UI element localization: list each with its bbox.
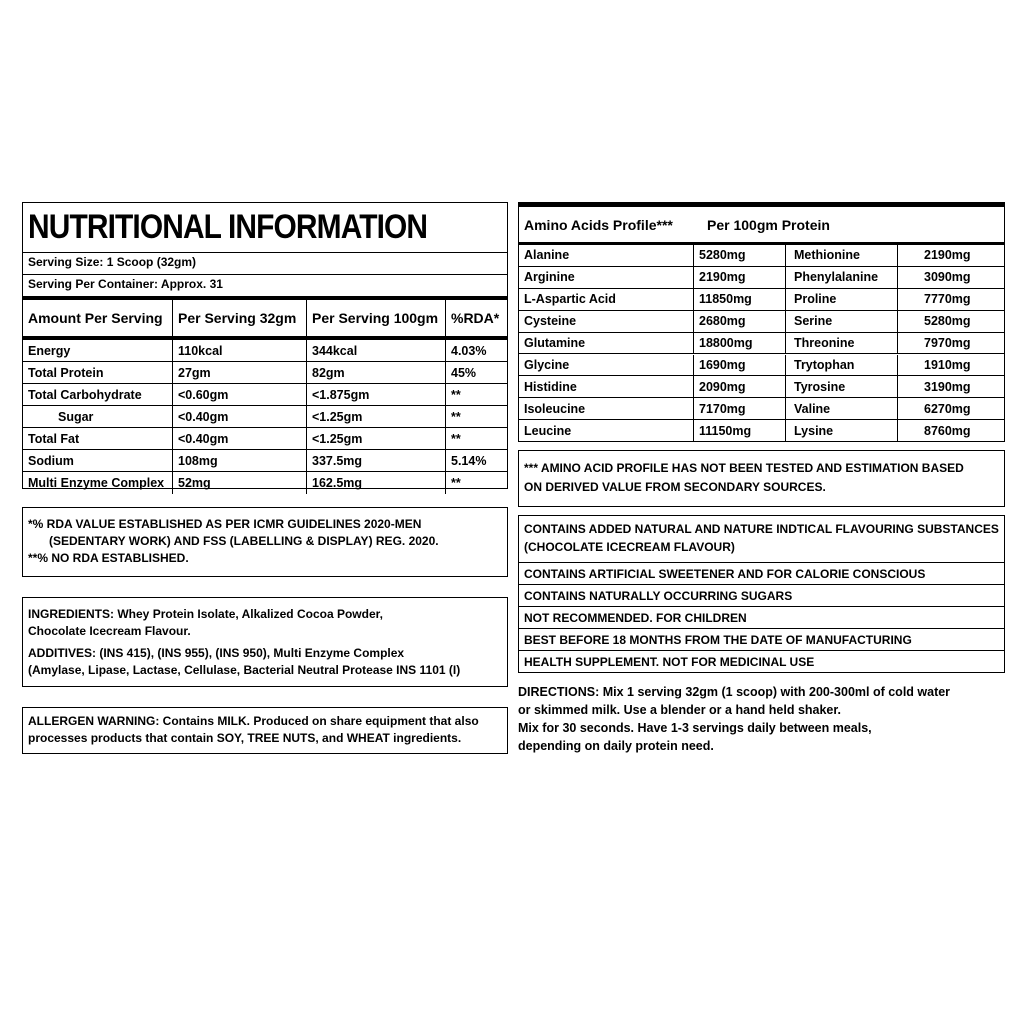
amino-value: 2680mg [693, 311, 785, 332]
amino-name: Isoleucine [524, 401, 586, 416]
ingredients-line1 [28, 606, 383, 623]
amino-name: Proline [785, 289, 897, 310]
claims-box [518, 515, 1005, 673]
amino-note-line2: ON DERIVED VALUE FROM SECONDARY SOURCES. [524, 480, 826, 494]
amino-row [519, 245, 1004, 267]
amino-value: 6270mg [897, 398, 1004, 419]
value-100gm: 337.5mg [306, 450, 445, 471]
amino-value: 2190mg [897, 245, 1004, 266]
nutrient-name: Total Fat [28, 431, 80, 446]
amino-value: 3090mg [897, 267, 1004, 288]
value-rda: 5.14% [445, 450, 507, 471]
value-100gm: <1.875gm [306, 384, 445, 405]
amino-value: 8760mg [897, 420, 1004, 442]
amino-value: 5280mg [897, 311, 1004, 332]
nutrition-row [23, 428, 507, 450]
amino-row [519, 398, 1004, 420]
amino-value: 2090mg [693, 376, 785, 397]
amino-row [519, 355, 1004, 377]
nutrient-name: Sodium [28, 453, 74, 468]
nutrient-name: Energy [28, 343, 71, 358]
allergen-text: Contains MILK. Produced on share equipment that also [159, 714, 479, 728]
header-32gm: Per Serving 32gm [172, 300, 306, 336]
nutrient-name: Sugar [58, 409, 94, 424]
nutrition-row [23, 406, 507, 428]
value-rda: ** [445, 384, 507, 405]
claim-text: CONTAINS ARTIFICIAL SWEETENER AND FOR CALORIE CONSCIOUS [524, 566, 926, 581]
ingredients-text: Whey Protein Isolate, Alkalized Cocoa Powder, [114, 607, 383, 621]
additives-text: (INS 415), (INS 955), (INS 950), Multi Enzyme Complex [96, 646, 405, 660]
amino-value: 18800mg [693, 333, 785, 354]
claim-row [519, 650, 1004, 672]
amino-name: Lysine [785, 420, 897, 442]
amino-value: 3190mg [897, 376, 1004, 397]
rda-note [22, 507, 508, 577]
amino-value: 11850mg [693, 289, 785, 310]
value-32gm: <0.60gm [172, 384, 306, 405]
amino-note-line1: *** AMINO ACID PROFILE HAS NOT BEEN TESTED AND ESTIMATION BASED [524, 461, 964, 475]
directions-line2: or skimmed milk. Use a blender or a hand held shaker. [518, 703, 842, 717]
header-100gm: Per Serving 100gm [306, 300, 445, 336]
additives-line2: (Amylase, Lipase, Lactase, Cellulase, Bacterial Neutral Protease INS 1101 (I) [28, 663, 461, 677]
allergen-line1 [28, 713, 479, 730]
value-rda: ** [445, 428, 507, 449]
directions-line4: depending on daily protein need. [518, 739, 714, 753]
allergen-box [22, 707, 508, 754]
amino-name: Glycine [524, 357, 570, 372]
amino-name: Cysteine [524, 314, 577, 329]
additives-label: ADDITIVES: [28, 646, 97, 660]
nutrition-table [22, 202, 508, 489]
nutrition-row [23, 362, 507, 384]
amino-table [518, 202, 1005, 442]
value-32gm: 52mg [172, 472, 306, 494]
value-32gm: <0.40gm [172, 406, 306, 427]
value-32gm: 108mg [172, 450, 306, 471]
claim-text: BEST BEFORE 18 MONTHS FROM THE DATE OF MANUFACTURING [524, 632, 912, 647]
amino-note [518, 450, 1005, 507]
amino-value: 5280mg [693, 245, 785, 266]
amino-value: 7770mg [897, 289, 1004, 310]
amino-value: 1910mg [897, 355, 1004, 376]
amino-value: 11150mg [693, 420, 785, 442]
allergen-line2: processes products that contain SOY, TREE NUTS, and WHEAT ingredients. [28, 731, 462, 745]
value-rda: 45% [445, 362, 507, 383]
directions-label: DIRECTIONS: [518, 685, 600, 699]
claim-flavour-line2: (CHOCOLATE ICECREAM FLAVOUR) [524, 540, 735, 554]
nutrient-name: Total Protein [28, 365, 104, 380]
serving-size: Serving Size: 1 Scoop (32gm) [28, 255, 197, 269]
amino-name: Tyrosine [785, 376, 897, 397]
nutrient-name: Multi Enzyme Complex [28, 476, 165, 490]
servings-per-container: Serving Per Container: Approx. 31 [28, 277, 223, 291]
nutrition-title: NUTRITIONAL INFORMATION [28, 208, 428, 246]
amino-name: Trytophan [785, 355, 897, 376]
nutrition-row [23, 450, 507, 472]
claim-flavour-line1: CONTAINS ADDED NATURAL AND NATURE INDTICAL FLAVOURING SUBSTANCES [524, 522, 999, 536]
ingredients-line2: Chocolate Icecream Flavour. [28, 624, 191, 638]
amino-name: Methionine [785, 245, 897, 266]
additives-line1 [28, 645, 404, 662]
claim-row [519, 562, 1004, 584]
allergen-label: ALLERGEN WARNING: [28, 714, 160, 728]
rda-note-line1: *% RDA VALUE ESTABLISHED AS PER ICMR GUIDELINES 2020-MEN [28, 517, 422, 531]
amino-value: 7970mg [897, 333, 1004, 354]
amino-name: Phenylalanine [785, 267, 897, 288]
amino-name: L-Aspartic Acid [524, 292, 616, 307]
claim-row [519, 628, 1004, 650]
value-32gm: 27gm [172, 362, 306, 383]
directions-text: Mix 1 serving 32gm (1 scoop) with 200-300ml of cold water [599, 685, 951, 699]
value-100gm: 162.5mg [306, 472, 445, 494]
claim-row [519, 584, 1004, 606]
value-rda: 4.03% [445, 340, 507, 361]
claim-text: CONTAINS NATURALLY OCCURRING SUGARS [524, 588, 793, 603]
value-rda: ** [445, 406, 507, 427]
value-100gm: <1.25gm [306, 428, 445, 449]
nutrient-name: Total Carbohydrate [28, 387, 142, 402]
claim-text: HEALTH SUPPLEMENT. NOT FOR MEDICINAL USE [524, 654, 815, 669]
ingredients-label: INGREDIENTS: [28, 607, 115, 621]
directions-line1 [518, 684, 950, 701]
amino-row [519, 333, 1004, 355]
header-amount: Amount Per Serving [28, 310, 163, 326]
header-rda: %RDA* [445, 300, 507, 336]
value-100gm: 344kcal [306, 340, 445, 361]
amino-row [519, 376, 1004, 398]
value-32gm: <0.40gm [172, 428, 306, 449]
amino-name: Valine [785, 398, 897, 419]
amino-name: Alanine [524, 248, 570, 263]
directions-line3: Mix for 30 seconds. Have 1-3 servings daily between meals, [518, 721, 872, 735]
amino-header-left: Amino Acids Profile*** [524, 216, 673, 233]
amino-name: Histidine [524, 379, 577, 394]
nutrition-row [23, 384, 507, 406]
amino-header-row [519, 207, 1004, 245]
claim-text: NOT RECOMMENDED. FOR CHILDREN [524, 610, 747, 625]
amino-row [519, 289, 1004, 311]
amino-value: 7170mg [693, 398, 785, 419]
value-100gm: 82gm [306, 362, 445, 383]
ingredients-box [22, 597, 508, 687]
amino-name: Serine [785, 311, 897, 332]
amino-value: 1690mg [693, 355, 785, 376]
value-32gm: 110kcal [172, 340, 306, 361]
amino-header-right: Per 100gm Protein [707, 216, 830, 233]
amino-name: Leucine [524, 424, 572, 439]
nutrition-header-row [23, 300, 507, 337]
amino-row [519, 267, 1004, 289]
amino-value: 2190mg [693, 267, 785, 288]
amino-name: Threonine [785, 333, 897, 354]
value-100gm: <1.25gm [306, 406, 445, 427]
rda-note-line3: **% NO RDA ESTABLISHED. [28, 551, 189, 565]
nutrition-row [23, 340, 507, 362]
amino-row [519, 311, 1004, 333]
rda-note-line2: (SEDENTARY WORK) AND FSS (LABELLING & DISPLAY) REG. 2020. [49, 534, 439, 548]
nutrition-row [23, 472, 507, 494]
amino-name: Glutamine [524, 336, 586, 351]
amino-row [519, 420, 1004, 442]
claim-row [519, 606, 1004, 628]
amino-name: Arginine [524, 270, 575, 285]
value-rda: ** [445, 472, 507, 494]
